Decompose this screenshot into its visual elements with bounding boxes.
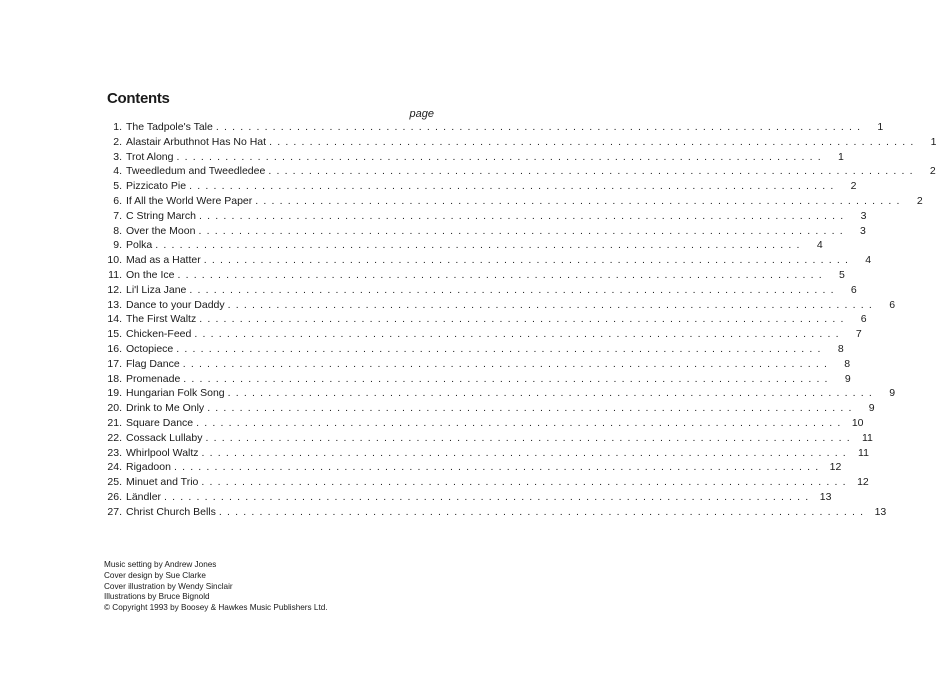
- toc-entry-title: Chicken-Feed: [126, 328, 192, 341]
- dot-leader: ................................................................................: [227, 387, 878, 400]
- credit-line: Cover illustration by Wendy Sinclair: [104, 581, 233, 591]
- toc-entry-page: 8: [837, 342, 844, 355]
- toc-entry-title: Pizzicato Pie: [126, 180, 187, 193]
- toc-entry-page: 7: [855, 328, 862, 341]
- toc-entry-title: Alastair Arbuthnot Has No Hat: [126, 135, 267, 148]
- dot-leader: ................................................................................: [207, 402, 857, 415]
- dot-leader: ................................................................................: [177, 268, 827, 281]
- toc-entry-title: Flag Dance: [126, 357, 180, 370]
- toc-entry-page: 2: [916, 194, 923, 207]
- dot-leader: ................................................................................: [189, 180, 839, 193]
- toc-entry-page: 4: [816, 239, 823, 252]
- dot-leader: ................................................................................: [269, 135, 919, 148]
- toc-entry: [100, 224, 866, 239]
- dot-leader: ................................................................................: [205, 431, 855, 444]
- dot-leader: ................................................................................: [203, 254, 854, 267]
- toc-entry-page: 1: [930, 135, 936, 148]
- toc-entry-title: Mad as a Hatter: [126, 254, 201, 267]
- toc-entry-title: Trot Along: [126, 150, 174, 163]
- toc-entry-page: 1: [877, 121, 884, 133]
- toc-entry: [100, 386, 896, 401]
- toc-entry: [100, 268, 845, 283]
- dot-leader: ................................................................................: [227, 298, 878, 311]
- dot-leader: ................................................................................: [196, 416, 846, 429]
- toc-entry-page: 11: [861, 431, 873, 444]
- toc-entry-title: Square Dance: [126, 416, 194, 429]
- toc-entry-number: 2.: [113, 135, 122, 148]
- toc-entry: [100, 179, 857, 194]
- toc-entry-number: 6.: [113, 194, 122, 207]
- toc-entry: [100, 194, 923, 209]
- toc-entry-title: Cossack Lullaby: [126, 431, 203, 444]
- toc-entry: [100, 150, 844, 165]
- toc-entry: [100, 416, 864, 431]
- toc-entry: [100, 372, 851, 387]
- toc-entry: [100, 460, 842, 475]
- toc-entry: [100, 357, 851, 372]
- toc-entry-title: Dance to your Daddy: [126, 298, 225, 311]
- toc-entry: [100, 446, 869, 461]
- toc-entry-number: 9.: [113, 239, 122, 252]
- toc-entry-title: Minuet and Trio: [126, 476, 199, 489]
- dot-leader: ................................................................................: [201, 476, 851, 489]
- toc-entry-number: 17.: [107, 357, 122, 370]
- page-column-label: page: [409, 108, 434, 120]
- toc-entry-number: 25.: [107, 476, 122, 489]
- toc-entry: [100, 431, 873, 446]
- toc-entry-page: 11: [858, 446, 869, 459]
- toc-entry-number: 3.: [113, 150, 122, 163]
- dot-leader: ................................................................................: [176, 342, 826, 355]
- toc-entry-title: If All the World Were Paper: [126, 194, 253, 207]
- table-of-contents: [100, 120, 936, 520]
- dot-leader: ................................................................................: [176, 150, 826, 163]
- toc-entry-number: 4.: [113, 165, 122, 178]
- toc-entry: [100, 298, 896, 313]
- toc-entry-number: 23.: [107, 446, 122, 459]
- dot-leader: ................................................................................: [215, 121, 866, 133]
- toc-entry-title: Octopiece: [126, 342, 174, 355]
- dot-leader: ................................................................................: [199, 209, 849, 222]
- toc-entry-page: 12: [857, 476, 869, 489]
- toc-entry-number: 16.: [107, 342, 122, 355]
- toc-entry-page: 9: [889, 387, 896, 400]
- toc-entry-title: Polka: [126, 239, 153, 252]
- toc-entry-number: 15.: [107, 328, 122, 341]
- toc-entry-number: 14.: [107, 313, 122, 326]
- toc-entry-title: Christ Church Bells: [126, 505, 216, 518]
- toc-entry: [100, 342, 844, 357]
- dot-leader: ................................................................................: [173, 461, 824, 474]
- toc-entry-page: 3: [860, 209, 867, 222]
- toc-entry-number: 10.: [107, 254, 122, 267]
- toc-entry: [100, 490, 832, 505]
- toc-entry: [100, 120, 884, 135]
- toc-entry-title: Drink to Me Only: [126, 402, 205, 415]
- toc-entry-title: Whirlpool Waltz: [126, 446, 199, 459]
- dot-leader: ................................................................................: [198, 224, 848, 237]
- toc-entry-title: Over the Moon: [126, 224, 196, 237]
- toc-entry-title: Hungarian Folk Song: [126, 387, 225, 400]
- toc-entry-title: C String March: [126, 209, 197, 222]
- toc-entry-title: Li'l Liza Jane: [126, 283, 187, 296]
- toc-entry-page: 2: [929, 165, 936, 178]
- toc-entry: [100, 401, 875, 416]
- toc-entry-title: The Tadpole's Tale: [126, 121, 213, 133]
- dot-leader: ................................................................................: [182, 357, 833, 370]
- toc-entry-page: 13: [874, 505, 887, 518]
- toc-entry-number: 1.: [113, 121, 122, 133]
- dot-leader: ................................................................................: [194, 328, 844, 341]
- credit-line: Illustrations by Bruce Bignold: [104, 592, 210, 602]
- toc-entry-number: 21.: [107, 416, 122, 429]
- toc-entry-number: 7.: [113, 209, 122, 222]
- toc-entry-number: 5.: [113, 180, 122, 193]
- toc-entry-page: 2: [850, 180, 857, 193]
- toc-entry-page: 3: [860, 224, 866, 237]
- toc-entry: [100, 505, 887, 520]
- toc-entry-page: 12: [829, 461, 842, 474]
- toc-entry-page: 5: [839, 268, 845, 281]
- credit-line: Cover design by Sue Clarke: [104, 570, 206, 580]
- toc-entry: [100, 164, 936, 179]
- dot-leader: ................................................................................: [255, 194, 905, 207]
- toc-entry-page: 8: [844, 357, 851, 370]
- credit-line: Music setting by Andrew Jones: [104, 560, 217, 569]
- credits-block: [104, 560, 328, 614]
- dot-leader: ................................................................................: [189, 283, 839, 296]
- dot-leader: ................................................................................: [201, 446, 851, 459]
- dot-leader: ................................................................................: [183, 372, 833, 385]
- toc-entry-title: Promenade: [126, 372, 181, 385]
- toc-entry-page: 9: [844, 372, 851, 385]
- toc-entry: [100, 209, 867, 224]
- toc-entry-page: 6: [860, 313, 867, 326]
- toc-entry: [100, 475, 869, 490]
- toc-entry-number: 26.: [107, 490, 122, 503]
- toc-entry-title: Rigadoon: [126, 461, 171, 474]
- toc-entry-number: 19.: [107, 387, 122, 400]
- toc-entry: [100, 327, 862, 342]
- dot-leader: ................................................................................: [164, 490, 814, 503]
- toc-entry-number: 13.: [107, 298, 122, 311]
- toc-entry-number: 12.: [107, 283, 122, 296]
- toc-entry-page: 1: [838, 150, 844, 163]
- toc-entry-title: Ländler: [126, 490, 162, 503]
- toc-entry-number: 20.: [107, 402, 122, 415]
- toc-entry-page: 6: [850, 283, 857, 296]
- toc-entry-page: 13: [819, 490, 832, 503]
- credit-line: © Copyright 1993 by Boosey & Hawkes Music Publishers Ltd.: [104, 603, 328, 613]
- toc-entry-number: 8.: [113, 224, 122, 237]
- dot-leader: ................................................................................: [218, 505, 869, 518]
- toc-entry: [100, 135, 936, 150]
- toc-entry-page: 4: [865, 254, 872, 267]
- dot-leader: ................................................................................: [268, 165, 918, 178]
- toc-entry-title: On the Ice: [126, 268, 175, 281]
- toc-entry-title: The First Waltz: [126, 313, 197, 326]
- toc-entry-page: 9: [868, 402, 875, 415]
- toc-entry-number: 11.: [108, 268, 122, 281]
- toc-entry-number: 18.: [107, 372, 122, 385]
- toc-entry: [100, 253, 872, 268]
- toc-entry-title: Tweedledum and Tweedledee: [126, 165, 266, 178]
- contents-heading: Contents: [107, 90, 170, 107]
- toc-entry-page: 10: [851, 416, 864, 429]
- toc-entry: [100, 283, 857, 298]
- toc-entry-page: 6: [889, 298, 896, 311]
- dot-leader: ................................................................................: [155, 239, 805, 252]
- toc-entry-number: 24.: [107, 461, 122, 474]
- toc-entry: [100, 312, 867, 327]
- toc-entry-number: 27.: [107, 505, 122, 518]
- dot-leader: ................................................................................: [199, 313, 849, 326]
- toc-entry: [100, 238, 823, 253]
- toc-entry-number: 22.: [107, 431, 122, 444]
